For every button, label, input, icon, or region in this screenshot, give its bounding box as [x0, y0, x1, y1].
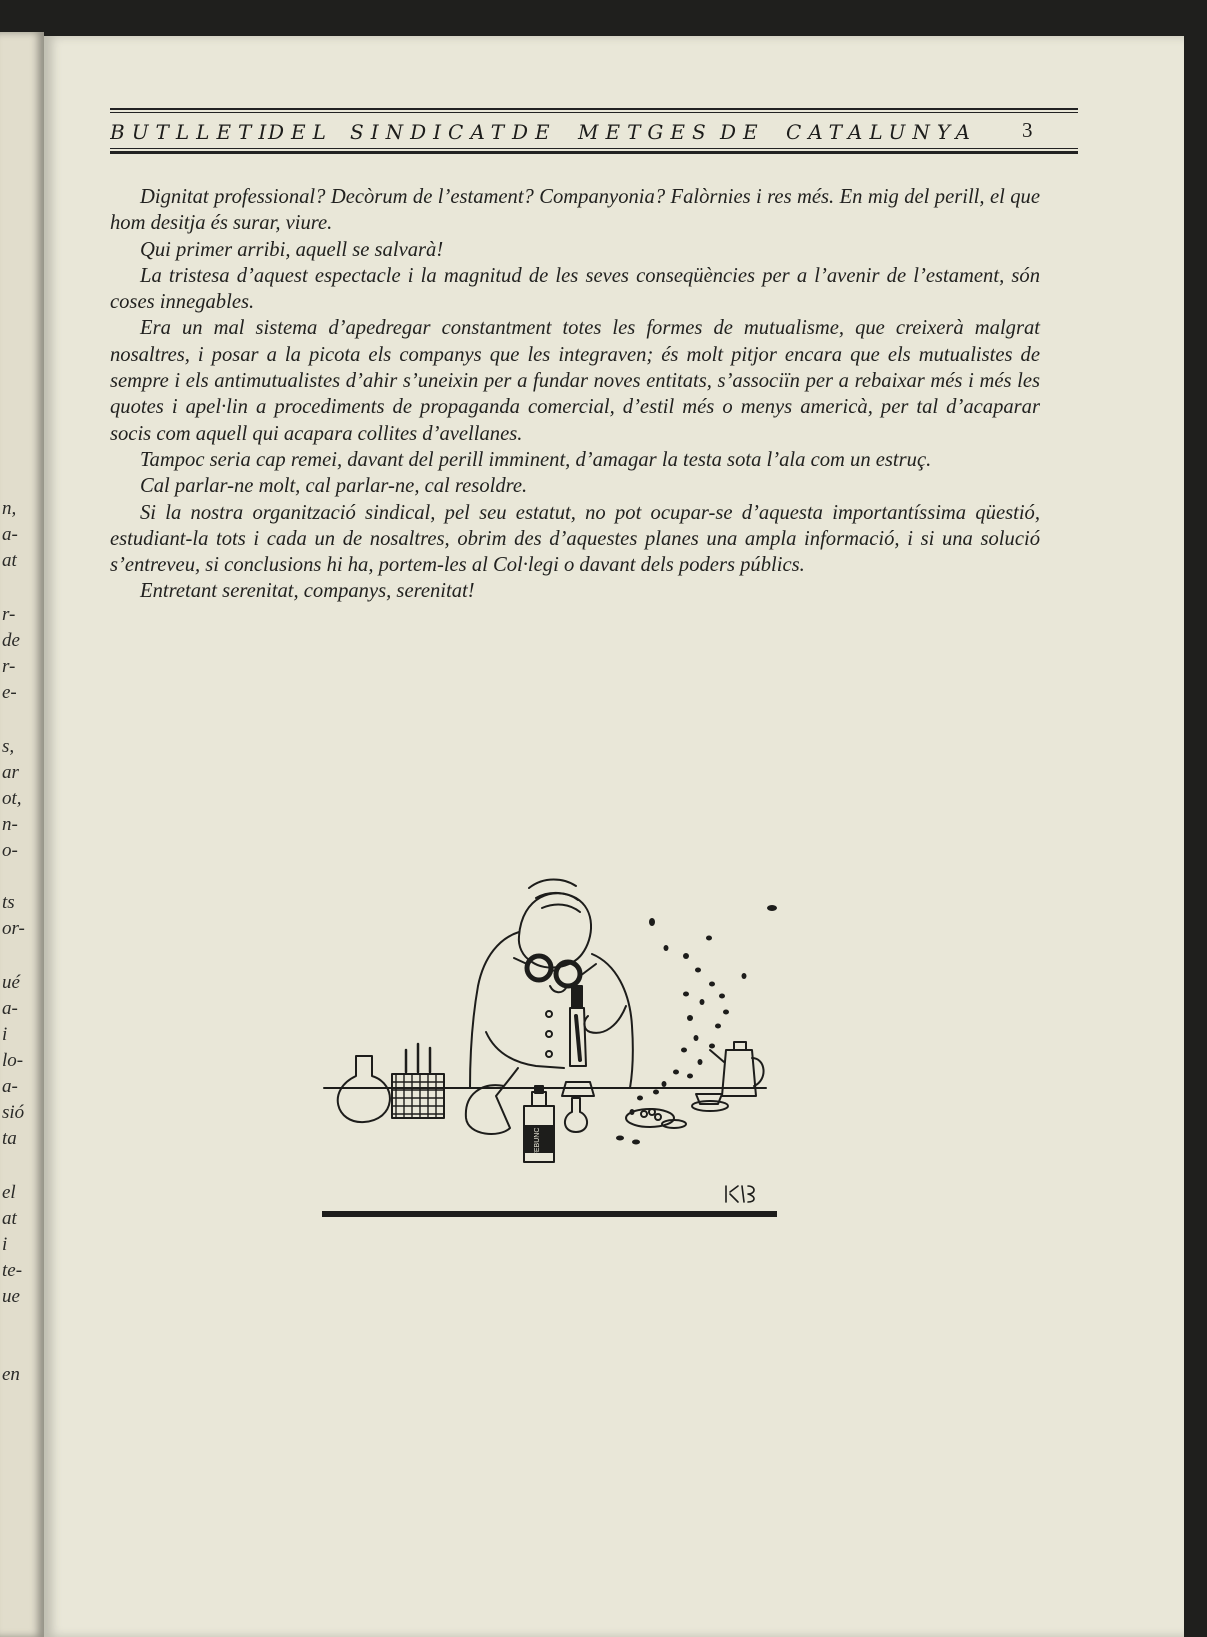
paragraph: La tristesa d’aquest espectacle i la magnitud de les seves conseqüències per a l’avenir de l’estament, són coses innegables. — [110, 264, 1040, 314]
previous-page-text-fragment: ar — [2, 762, 19, 783]
paragraph: Entretant serenitat, companys, serenitat! — [140, 580, 475, 603]
coat-button — [546, 1011, 552, 1017]
title-word: CATALUNYA — [786, 120, 977, 144]
previous-page-text-fragment: en — [2, 1364, 20, 1385]
previous-page-text-fragment: n, — [2, 498, 17, 519]
header-rule-top — [110, 108, 1078, 110]
previous-page-text-fragment: i — [2, 1024, 8, 1045]
previous-page-text-fragment: s, — [2, 736, 15, 757]
previous-page-text-fragment: te- — [2, 1260, 23, 1281]
coat-right — [592, 954, 633, 1088]
previous-page-text-fragment: de — [2, 630, 20, 651]
header-rule-bottom-thin — [110, 148, 1078, 149]
previous-page-text-fragment: a- — [2, 998, 18, 1019]
previous-page-text-fragment: r- — [2, 656, 16, 677]
header-rule-bottom — [110, 151, 1078, 154]
paragraph: Cal parlar-ne molt, cal parlar-ne, cal resoldre. — [140, 475, 528, 498]
microscope-eyepiece — [572, 986, 582, 1008]
previous-page-text-fragment: ta — [2, 1128, 17, 1149]
right-arm — [584, 1006, 626, 1033]
coat-button — [546, 1051, 552, 1057]
bottle-label: FEBUNC — [534, 1127, 541, 1157]
previous-page-text-fragment: ts — [2, 892, 15, 913]
title-word: METGES — [578, 120, 713, 144]
previous-page-text-fragment: n- — [2, 814, 18, 835]
previous-page-text-fragment: at — [2, 1208, 17, 1229]
paragraph: Qui primer arribi, aquell se salvarà! — [140, 238, 444, 261]
previous-page-text-fragment: ue — [2, 1286, 20, 1307]
article-body — [110, 184, 1040, 605]
previous-page-text-fragment: r- — [2, 604, 16, 625]
page-number: 3 — [1022, 118, 1033, 142]
test-tube-rack — [392, 1044, 444, 1118]
previous-page-text-fragment: i — [2, 1234, 8, 1255]
title-word: DEL — [268, 120, 333, 144]
chemist-cartoon-illustration — [314, 836, 784, 1236]
left-arm — [486, 1032, 564, 1068]
paragraph: Tampoc seria cap remei, davant del perill imminent, d’amagar la testa sota l’ala com un estruç. — [140, 448, 932, 471]
previous-page-text-fragment: a- — [2, 524, 18, 545]
paragraph: Era un mal sistema d’apedregar constantment totes les formes de mutualisme, que creixerà malgrat nosaltres, i posar a la picota els companys que les integraven; és molt pitjor encara que els mutualistes de sempre i els antimutualistes d’ahir s’uneixin per a fundar noves entitats, s’associïn per a rebaixar més i més les quotes i apel·lin a procediments de propaganda comercial, d’estil més o menys americà, per tal d’acaparar socis com aquell qui acapara collites d’avellanes. — [110, 317, 1040, 445]
glasses-right — [556, 962, 580, 986]
title-word: SINDICAT — [350, 120, 512, 144]
previous-page-text-fragment: lo- — [2, 1050, 24, 1071]
paragraph: Si la nostra organització sindical, pel seu estatut, no pot ocupar-se d’aquesta importantíssima qüestió, estudiant-la tots i cada un de nosaltres, obrim des d’aquestes planes una ampla informació, i si una solució s’entreveu, si conclusions hi ha, portem-les al Col·legi o davant dels poders públics. — [110, 501, 1040, 577]
artist-signature — [726, 1186, 754, 1202]
microscope-body — [576, 1016, 580, 1060]
title-word: BUTLLETI — [110, 120, 274, 144]
previous-page-text-fragment: e- — [2, 682, 17, 703]
header-rule-top-thin — [110, 112, 1078, 113]
hair-lines — [529, 880, 580, 913]
previous-page-text-fragment: ué — [2, 972, 20, 993]
previous-page-text-fragment: at — [2, 550, 17, 571]
journal-page — [44, 36, 1184, 1637]
coat-left — [470, 932, 519, 1088]
small-flask — [565, 1098, 587, 1132]
title-word: DE — [512, 120, 557, 144]
previous-page-edge — [0, 32, 44, 1637]
previous-page-text-fragment: el — [2, 1182, 16, 1203]
previous-page-text-fragment: ot, — [2, 788, 22, 809]
paragraph: Dignitat professional? Decòrum de l’estament? Companyonia? Falòrnies i res més. En mig del perill, el que hom desitja és surar, viure. — [110, 186, 1040, 235]
flask-left — [338, 1056, 390, 1122]
cup-saucer — [692, 1101, 728, 1111]
ground-bar — [322, 1211, 777, 1217]
retort-flask — [466, 1068, 518, 1134]
previous-page-text-fragment: sió — [2, 1102, 25, 1123]
coat-button — [546, 1031, 552, 1037]
title-word: DE — [720, 120, 765, 144]
previous-page-text-fragment: o- — [2, 840, 18, 861]
previous-page-text-fragment: a- — [2, 1076, 18, 1097]
previous-page-text-fragment: or- — [2, 918, 25, 939]
journal-title — [110, 116, 1078, 150]
